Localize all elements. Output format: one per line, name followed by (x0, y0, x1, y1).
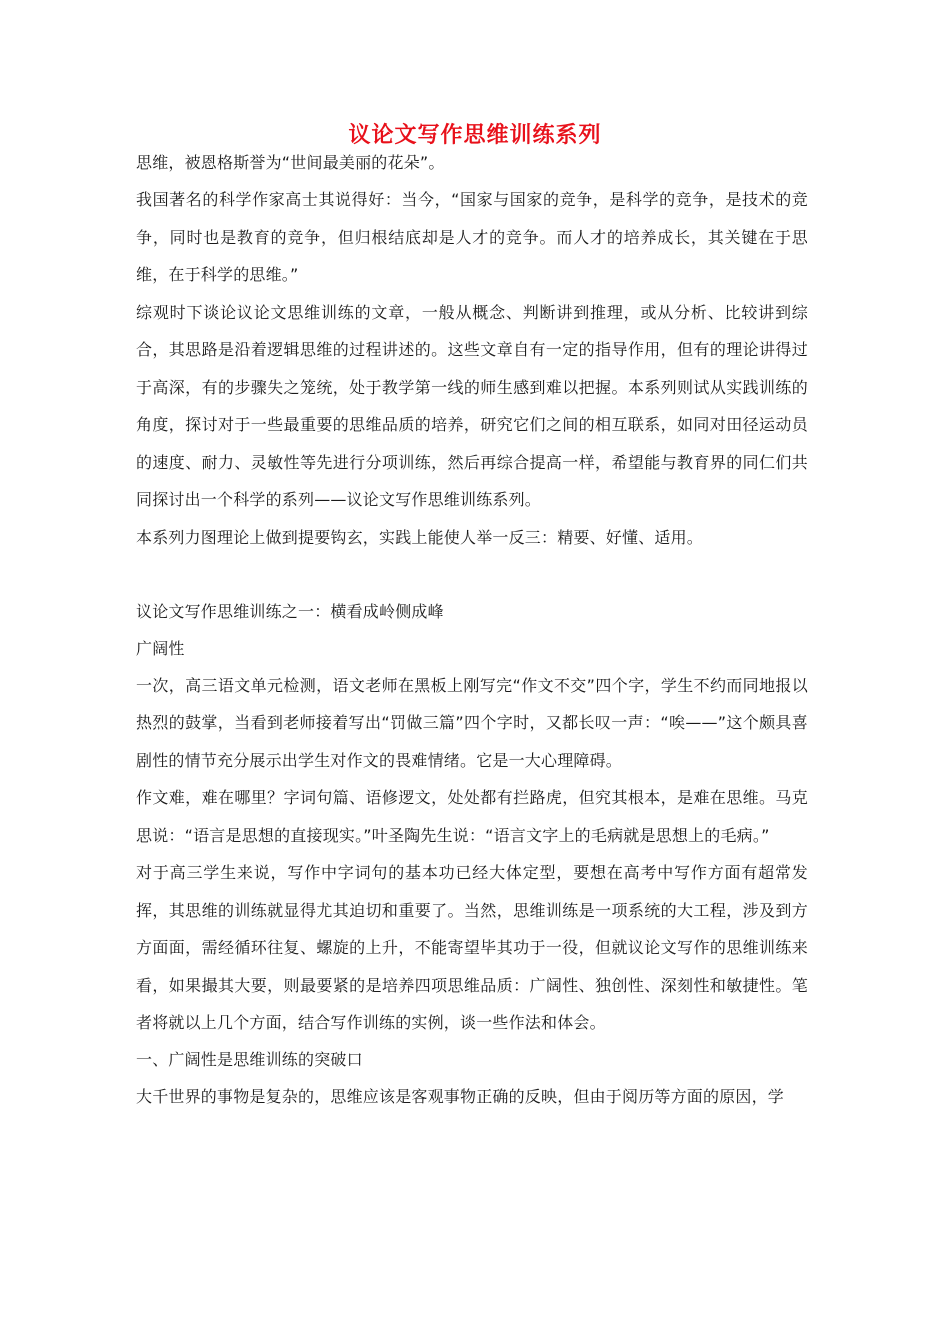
blank-line (136, 556, 808, 593)
paragraph-gao-shiqi: 我国著名的科学作家高士其说得好：当今，“国家与国家的竞争，是科学的竞争，是技术的竞争，同时也是教育的竞争，但归根结底却是人才的竞争。而人才的培养成长，其关键在于思维，在于科学的思维。” (136, 190, 808, 284)
paragraph-world-complex: 大千世界的事物是复杂的，思维应该是客观事物正确的反映，但由于阅历等方面的原因，学 (136, 1086, 785, 1106)
subsection-heading: 一、广阔性是思维训练的突破口 (136, 1049, 363, 1069)
paragraph-overview: 综观时下谈论议论文思维训练的文章，一般从概念、判断讲到推理，或从分析、比较讲到综合，其思路是沿着逻辑思维的过程讲述的。这些文章自有一定的指导作用，但有的理论讲得过于高深，有的步骤失之笼统，处于教学第一线的师生感到难以把握。本系列则试从实践训练的角度，探讨对于一些最重要的思维品质的培养，研究它们之间的相互联系，如同对田径运动员的速度、耐力、灵敏性等先进行分项训练，然后再综合提高一样，希望能与教育界的同仁们共同探讨出一个科学的系列——议论文写作思维训练系列。 (136, 302, 808, 509)
paragraph-senior-students: 对于高三学生来说，写作中字词句的基本功已经大体定型，要想在高考中写作方面有超常发挥，其思维的训练就显得尤其迫切和重要了。当然，思维训练是一项系统的大工程，涉及到方方面面，需经循环往复、螺旋的上升，不能寄望毕其功于一役，但就议论文写作的思维训练来看，如果撮其大要，则最要紧的是培养四项思维品质：广阔性、独创性、深刻性和敏捷性。笔者将就以上几个方面，结合写作训练的实例，谈一些作法和体会。 (136, 863, 808, 1032)
paragraph-intro-quote: 思维，被恩格斯誉为“世间最美丽的花朵”。 (136, 153, 445, 172)
paragraph-classroom-story: 一次，高三语文单元检测，语文老师在黑板上刚写完“作文不交”四个字，学生不约而同地报以热烈的鼓掌，当看到老师接着写出“罚做三篇”四个字时，又都长叹一声：“唉——”这个颇具喜剧性的情节充分展示出学生对作文的畏难情绪。它是一大心理障碍。 (136, 675, 808, 770)
paragraph-difficulty: 作文难，难在哪里？字词句篇、语修逻文，处处都有拦路虎，但究其根本，是难在思维。马克思说：“语言是思想的直接现实。”叶圣陶先生说：“语言文字上的毛病就是思想上的毛病。” (136, 788, 808, 845)
paragraph-series-aim: 本系列力图理论上做到提要钩玄，实践上能使人举一反三：精要、好懂、适用。 (136, 527, 704, 547)
section-subheading: 广阔性 (136, 638, 185, 658)
document-title: 议论文写作思维训练系列 (348, 123, 602, 148)
document-body (136, 145, 808, 1115)
section-heading: 议论文写作思维训练之一：横看成岭侧成峰 (136, 602, 444, 621)
